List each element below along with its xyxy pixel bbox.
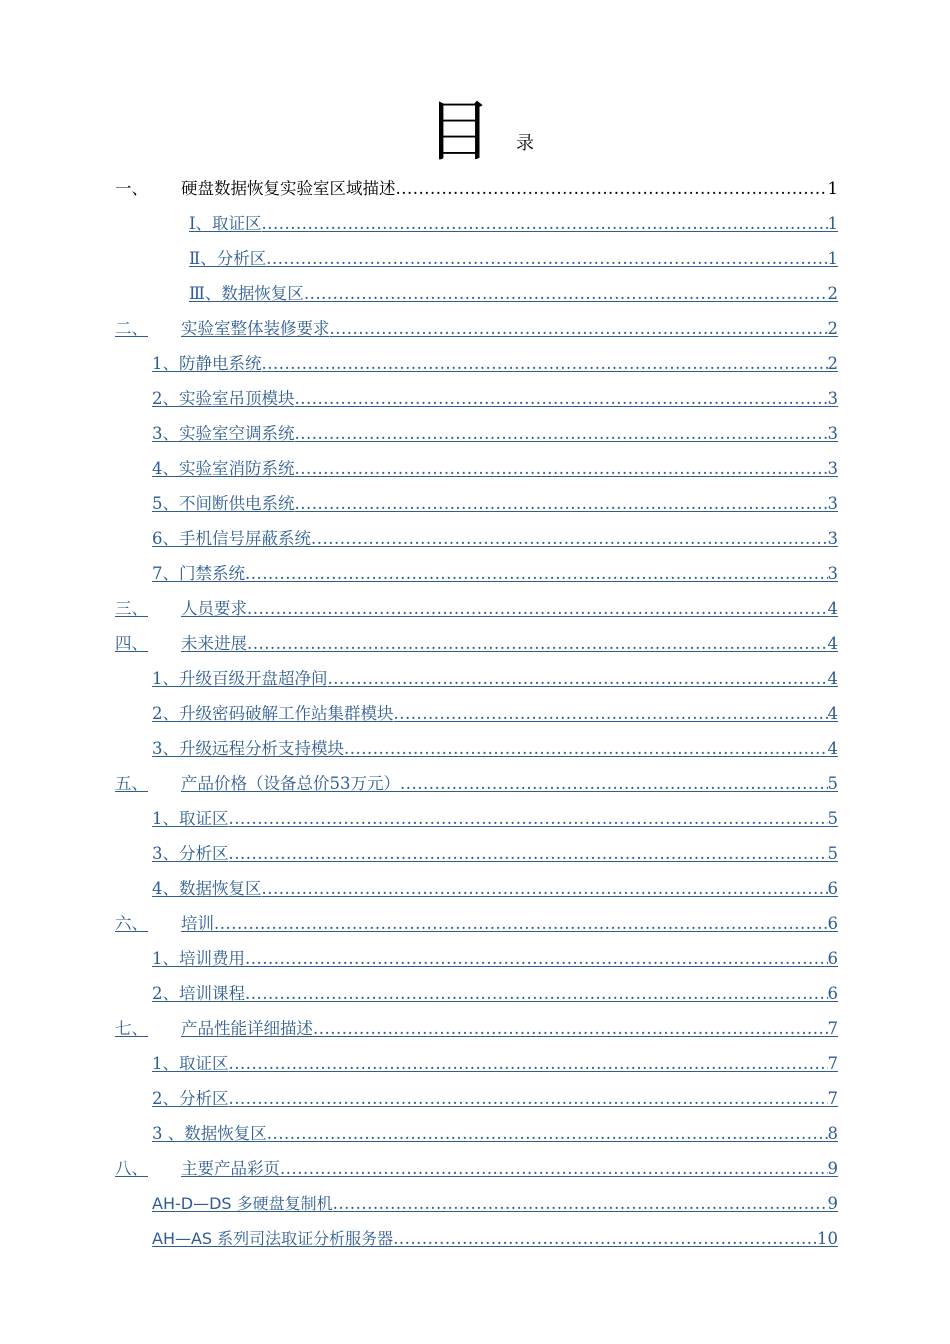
toc-entry-label: 产品性能详细描述 bbox=[181, 1019, 313, 1038]
toc-entry-page: 6 bbox=[827, 914, 838, 933]
toc-entry-label: 2、升级密码破解工作站集群模块 bbox=[152, 704, 394, 723]
toc-entry-label: 1、升级百级开盘超净间 bbox=[152, 669, 328, 688]
toc-entry[interactable] bbox=[152, 345, 838, 375]
toc-entry-label: 2、实验室吊顶模块 bbox=[152, 389, 295, 408]
toc-entry-label: Ⅰ、取证区 bbox=[189, 214, 262, 233]
toc-entry[interactable] bbox=[189, 205, 838, 235]
toc-leader-dots bbox=[267, 1123, 828, 1145]
toc-entry-label: 3、分析区 bbox=[152, 844, 229, 863]
toc-leader-dots bbox=[229, 843, 828, 865]
toc-entry-label: 硬盘数据恢复实验室区域描述 bbox=[181, 179, 396, 198]
toc-entry-page: 1 bbox=[827, 214, 838, 233]
toc-title bbox=[0, 92, 950, 172]
toc-entry[interactable] bbox=[115, 310, 838, 340]
toc-entry-page: 5 bbox=[827, 809, 838, 828]
toc-entry-number: 三、 bbox=[115, 599, 148, 618]
toc-entry[interactable] bbox=[189, 275, 838, 305]
toc-leader-dots bbox=[394, 703, 828, 725]
toc-entry[interactable] bbox=[152, 555, 838, 585]
toc-leader-dots bbox=[262, 213, 828, 235]
toc-entry-number: 八、 bbox=[115, 1159, 148, 1178]
toc-entry-label: 1、取证区 bbox=[152, 1054, 229, 1073]
toc-entry-page: 9 bbox=[827, 1194, 838, 1213]
toc-entry[interactable] bbox=[152, 660, 838, 690]
toc-entry-page: 3 bbox=[827, 564, 838, 583]
toc-entry[interactable] bbox=[152, 415, 838, 445]
toc-leader-dots bbox=[247, 633, 828, 655]
toc-entry-label: 产品价格（设备总价53万元） bbox=[181, 774, 400, 793]
toc-leader-dots bbox=[393, 1228, 817, 1250]
toc-entry-page: 2 bbox=[827, 319, 838, 338]
toc-title-big: 目 bbox=[426, 93, 492, 170]
toc-entry-page: 3 bbox=[827, 424, 838, 443]
toc-leader-dots bbox=[330, 318, 828, 340]
toc-entry-page: 3 bbox=[827, 494, 838, 513]
toc-entry-label: 实验室整体装修要求 bbox=[181, 319, 330, 338]
toc-entry[interactable] bbox=[152, 1080, 838, 1110]
toc-entry-number: 五、 bbox=[115, 774, 148, 793]
toc-entry-page: 6 bbox=[827, 984, 838, 1003]
toc-leader-dots bbox=[280, 1158, 828, 1180]
toc-entry[interactable] bbox=[115, 590, 838, 620]
toc-entry[interactable] bbox=[152, 940, 838, 970]
toc-leader-dots bbox=[311, 528, 828, 550]
toc-entry-page: 7 bbox=[827, 1019, 838, 1038]
toc-leader-dots bbox=[247, 598, 828, 620]
toc-leader-dots bbox=[344, 738, 828, 760]
toc-entry[interactable] bbox=[152, 975, 838, 1005]
toc-leader-dots bbox=[266, 248, 827, 270]
toc-entry-label: 3 、数据恢复区 bbox=[152, 1124, 267, 1143]
toc-entry-label: 7、门禁系统 bbox=[152, 564, 245, 583]
toc-entry-page: 6 bbox=[827, 949, 838, 968]
toc-entry[interactable] bbox=[152, 1115, 838, 1145]
toc-title-small: 录 bbox=[516, 133, 534, 154]
toc-entry-label: 未来进展 bbox=[181, 634, 247, 653]
toc-entry[interactable] bbox=[115, 625, 838, 655]
toc-entry-page: 2 bbox=[827, 354, 838, 373]
toc-entry-label: 4、数据恢复区 bbox=[152, 879, 262, 898]
toc-entry-label: 5、不间断供电系统 bbox=[152, 494, 295, 513]
toc-entry-page: 4 bbox=[827, 634, 838, 653]
toc-leader-dots bbox=[262, 878, 828, 900]
toc-leader-dots bbox=[245, 948, 828, 970]
toc-leader-dots bbox=[396, 178, 828, 200]
toc-entry-page: 4 bbox=[827, 704, 838, 723]
toc-entry-number: 七、 bbox=[115, 1019, 148, 1038]
toc-leader-dots bbox=[229, 1053, 828, 1075]
toc-entry-label: 3、升级远程分析支持模块 bbox=[152, 739, 344, 758]
toc-entry-label: 6、手机信号屏蔽系统 bbox=[152, 529, 311, 548]
toc-entry-page: 7 bbox=[827, 1089, 838, 1108]
toc-leader-dots bbox=[295, 458, 828, 480]
toc-entry-number: 一、 bbox=[115, 179, 148, 198]
toc-entry[interactable] bbox=[152, 1185, 838, 1215]
toc-entry[interactable] bbox=[152, 450, 838, 480]
toc-leader-dots bbox=[214, 913, 828, 935]
toc-entry-label: 1、取证区 bbox=[152, 809, 229, 828]
toc-leader-dots bbox=[245, 563, 828, 585]
toc-leader-dots bbox=[313, 1018, 828, 1040]
toc-entry[interactable] bbox=[152, 870, 838, 900]
toc-leader-dots bbox=[295, 388, 828, 410]
toc-entry-label: 主要产品彩页 bbox=[181, 1159, 280, 1178]
toc-entry[interactable] bbox=[152, 1045, 838, 1075]
toc-entry-page: 7 bbox=[827, 1054, 838, 1073]
toc-entry-label: 1、防静电系统 bbox=[152, 354, 262, 373]
toc-entry-page: 2 bbox=[827, 284, 838, 303]
toc-entry-page: 5 bbox=[827, 844, 838, 863]
toc-entry-number: 六、 bbox=[115, 914, 148, 933]
toc-entry-label: 2、分析区 bbox=[152, 1089, 229, 1108]
toc-leader-dots bbox=[400, 773, 828, 795]
toc-leader-dots bbox=[262, 353, 828, 375]
toc-entry[interactable] bbox=[152, 485, 838, 515]
toc-leader-dots bbox=[295, 493, 828, 515]
toc-entry[interactable] bbox=[152, 835, 838, 865]
toc-entry-page: 3 bbox=[827, 529, 838, 548]
toc-entry[interactable] bbox=[152, 695, 838, 725]
toc-entry-label: AH-D—DS 多硬盘复制机 bbox=[152, 1194, 333, 1213]
toc-entry[interactable] bbox=[152, 1220, 838, 1250]
toc-leader-dots bbox=[328, 668, 828, 690]
toc-entry[interactable] bbox=[115, 1150, 838, 1180]
toc-entry-page: 9 bbox=[827, 1159, 838, 1178]
toc-entry-page: 3 bbox=[827, 389, 838, 408]
toc-leader-dots bbox=[295, 423, 828, 445]
toc-leader-dots bbox=[333, 1193, 828, 1215]
toc-leader-dots bbox=[229, 1088, 828, 1110]
toc-entry-page: 6 bbox=[827, 879, 838, 898]
toc-entry[interactable] bbox=[152, 380, 838, 410]
toc-entry-label: 3、实验室空调系统 bbox=[152, 424, 295, 443]
toc-entry[interactable] bbox=[115, 905, 838, 935]
toc-leader-dots bbox=[245, 983, 828, 1005]
toc-entry-page: 1 bbox=[827, 249, 838, 268]
toc-entry-label: 4、实验室消防系统 bbox=[152, 459, 295, 478]
toc-entry-page: 8 bbox=[827, 1124, 838, 1143]
toc-entry[interactable] bbox=[152, 800, 838, 830]
toc-entry-label: Ⅱ、分析区 bbox=[189, 249, 267, 268]
toc-entry-label: Ⅲ、数据恢复区 bbox=[189, 284, 304, 303]
toc-entry[interactable] bbox=[115, 765, 838, 795]
toc-entry-label: AH—AS 系列司法取证分析服务器 bbox=[152, 1229, 394, 1248]
toc-entry-page: 4 bbox=[827, 669, 838, 688]
toc-entry-page: 1 bbox=[827, 179, 838, 198]
toc-entry-label: 人员要求 bbox=[181, 599, 247, 618]
toc-entry[interactable] bbox=[189, 240, 838, 270]
toc-entry-label: 2、培训课程 bbox=[152, 984, 245, 1003]
toc-entry-page: 4 bbox=[827, 739, 838, 758]
toc-entry-label: 1、培训费用 bbox=[152, 949, 245, 968]
toc-leader-dots bbox=[229, 808, 828, 830]
toc-leader-dots bbox=[304, 283, 828, 305]
toc-entry[interactable] bbox=[115, 170, 838, 200]
toc-entry-number: 四、 bbox=[115, 634, 148, 653]
toc-entry[interactable] bbox=[152, 730, 838, 760]
toc-entry[interactable] bbox=[152, 520, 838, 550]
toc-entry-page: 5 bbox=[827, 774, 838, 793]
toc-entry-number: 二、 bbox=[115, 319, 148, 338]
toc-entry[interactable] bbox=[115, 1010, 838, 1040]
toc-entry-page: 4 bbox=[827, 599, 838, 618]
toc-entry-page: 3 bbox=[827, 459, 838, 478]
toc-entry-label: 培训 bbox=[181, 914, 214, 933]
toc-entry-page: 10 bbox=[817, 1229, 838, 1248]
